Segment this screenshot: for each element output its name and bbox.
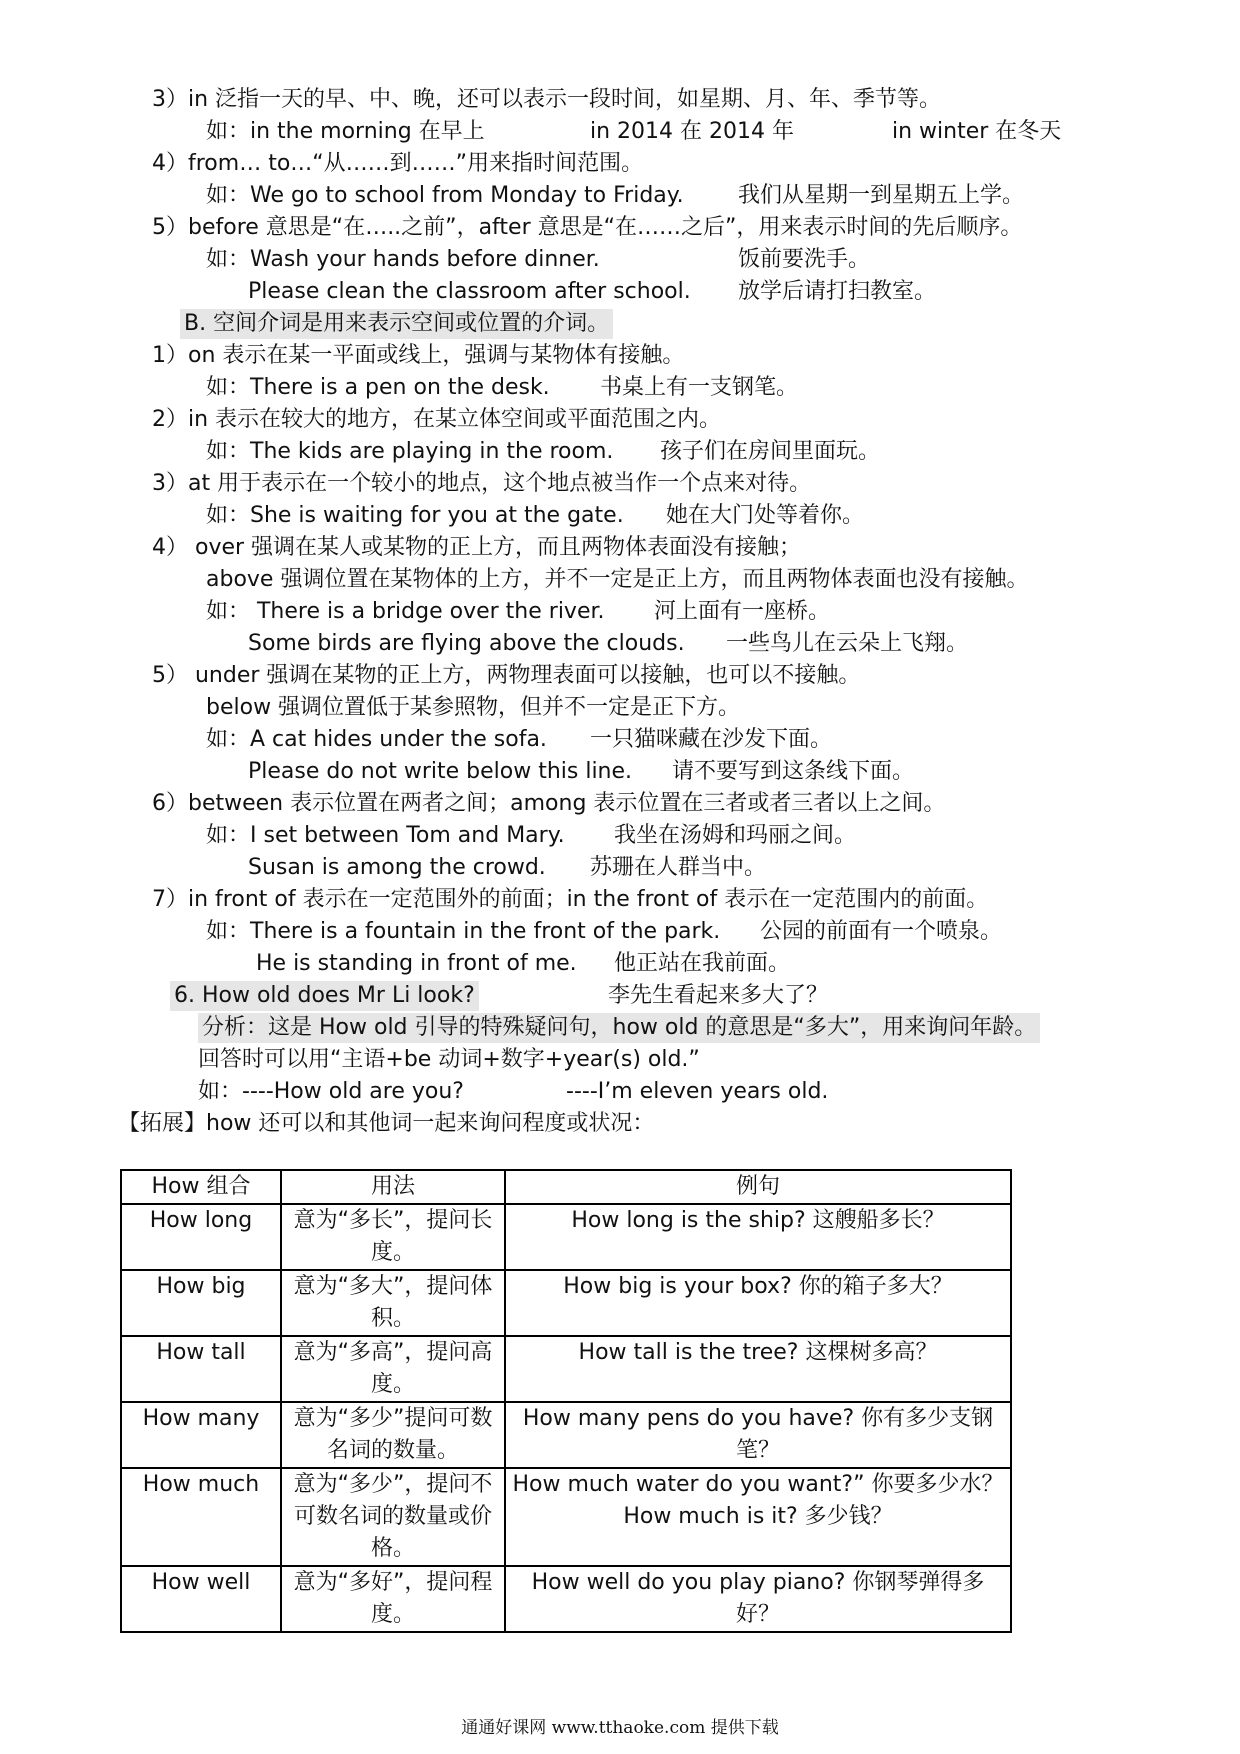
text-line: 一些鸟儿在云朵上飞翔。 (726, 631, 969, 656)
header-combination: How 组合 (121, 1170, 281, 1204)
table-header-row (121, 1170, 1011, 1204)
cell-combination: How many (121, 1402, 281, 1468)
text-line: 如：There is a pen on the desk. (206, 375, 550, 400)
cell-usage: 意为“多少”，提问不可数名词的数量或价格。 (281, 1468, 505, 1566)
cell-combination: How big (121, 1270, 281, 1336)
text-line: in winter 在冬天 (892, 119, 1062, 144)
text-line: 如：We go to school from Monday to Friday. (206, 183, 684, 208)
text-line: 李先生看起来多大了？ (608, 983, 829, 1008)
text-line: ----I’m eleven years old. (566, 1079, 829, 1104)
cell-combination: How well (121, 1566, 281, 1632)
table-row (121, 1336, 1011, 1402)
text-line: 1）on 表示在某一平面或线上，强调与某物体有接触。 (152, 343, 685, 368)
text-line: 3）in 泛指一天的早、中、晚，还可以表示一段时间，如星期、月、年、季节等。 (152, 87, 942, 112)
cell-usage: 意为“多大”，提问体积。 (281, 1270, 505, 1336)
cell-combination: How long (121, 1204, 281, 1270)
cell-usage: 意为“多长”，提问长度。 (281, 1204, 505, 1270)
table-row (121, 1204, 1011, 1270)
text-line: 如：There is a fountain in the front of the park. (206, 919, 721, 944)
cell-example: How well do you play piano? 你钢琴弹得多好？ (505, 1566, 1011, 1632)
table-row (121, 1566, 1011, 1632)
table-row (121, 1270, 1011, 1336)
text-line: 如：Wash your hands before dinner. (206, 247, 600, 272)
cell-usage: 意为“多好”，提问程度。 (281, 1566, 505, 1632)
text-line: 3）at 用于表示在一个较小的地点，这个地点被当作一个点来对待。 (152, 471, 812, 496)
text-line: 公园的前面有一个喷泉。 (760, 919, 1003, 944)
text-line: 如： There is a bridge over the river. (206, 599, 605, 624)
text-line: He is standing in front of me. (256, 951, 577, 976)
text-line: 如：The kids are playing in the room. (206, 439, 614, 464)
header-example: 例句 (505, 1170, 1011, 1204)
text-line: 如：A cat hides under the sofa. (206, 727, 547, 752)
text-line: 5） under 强调在某物的正上方，两物理表面可以接触，也可以不接触。 (152, 663, 861, 688)
text-line: 我们从星期一到星期五上学。 (738, 183, 1025, 208)
text-line: 6. How old does Mr Li look? (170, 981, 479, 1011)
text-line: 她在大门处等着你。 (666, 503, 865, 528)
text-line: Please clean the classroom after school. (248, 279, 691, 304)
text-line: 放学后请打扫教室。 (738, 279, 937, 304)
text-line: 4）from… to…“从……到……”用来指时间范围。 (152, 151, 644, 176)
text-line: 孩子们在房间里面玩。 (660, 439, 881, 464)
text-line: B. 空间介词是用来表示空间或位置的介词。 (180, 309, 613, 339)
cell-combination: How much (121, 1468, 281, 1566)
text-line: in 2014 在 2014 年 (590, 119, 795, 144)
text-line: above 强调位置在某物体的上方，并不一定是正上方，而且两物体表面也没有接触。 (206, 567, 1029, 592)
text-line: 苏珊在人群当中。 (590, 855, 767, 880)
page-footer: 通通好课网 www.tthaoke.com 提供下载 (461, 1718, 779, 1738)
cell-example: How much water do you want?” 你要多少水？How much is it? 多少钱？ (505, 1468, 1011, 1566)
text-line: 他正站在我前面。 (614, 951, 791, 976)
text-line: 分析：这是 How old 引导的特殊疑问句，how old 的意思是“多大”，用来询问年龄。 (198, 1013, 1040, 1043)
text-line: 我坐在汤姆和玛丽之间。 (614, 823, 857, 848)
cell-example: How long is the ship? 这艘船多长？ (505, 1204, 1011, 1270)
header-usage: 用法 (281, 1170, 505, 1204)
text-line: Some birds are flying above the clouds. (248, 631, 685, 656)
text-line: 7）in front of 表示在一定范围外的前面；in the front of 表示在一定范围内的前面。 (152, 887, 989, 912)
text-line: 一只猫咪藏在沙发下面。 (590, 727, 833, 752)
text-line: 书桌上有一支钢笔。 (600, 375, 799, 400)
cell-combination: How tall (121, 1336, 281, 1402)
text-line: 如：in the morning 在早上 (206, 119, 485, 144)
text-line: 如：----How old are you? (198, 1079, 464, 1104)
text-line: 如：I set between Tom and Mary. (206, 823, 565, 848)
table-row (121, 1468, 1011, 1566)
text-line: 6）between 表示位置在两者之间；among 表示位置在三者或者三者以上之间。 (152, 791, 946, 816)
text-line: Susan is among the crowd. (248, 855, 546, 880)
text-line: 【拓展】how 还可以和其他词一起来询问程度或状况： (118, 1111, 655, 1136)
text-line: 如：She is waiting for you at the gate. (206, 503, 624, 528)
text-line: 4） over 强调在某人或某物的正上方，而且两物体表面没有接触； (152, 535, 802, 560)
text-line: 河上面有一座桥。 (654, 599, 831, 624)
cell-usage: 意为“多少”提问可数名词的数量。 (281, 1402, 505, 1468)
table-row (121, 1402, 1011, 1468)
text-line: 饭前要洗手。 (738, 247, 871, 272)
text-line: 回答时可以用“主语+be 动词+数字+year(s) old.” (198, 1047, 700, 1072)
text-line: 5）before 意思是“在…..之前”，after 意思是“在……之后”，用来表示时间的先后顺序。 (152, 215, 1023, 240)
text-line: below 强调位置低于某参照物，但并不一定是正下方。 (206, 695, 741, 720)
text-line: 请不要写到这条线下面。 (672, 759, 915, 784)
cell-usage: 意为“多高”，提问高度。 (281, 1336, 505, 1402)
text-line: 2）in 表示在较大的地方，在某立体空间或平面范围之内。 (152, 407, 722, 432)
cell-example: How tall is the tree? 这棵树多高？ (505, 1336, 1011, 1402)
cell-example: How big is your box? 你的箱子多大？ (505, 1270, 1011, 1336)
how-phrases-table (120, 1169, 1012, 1633)
text-line: Please do not write below this line. (248, 759, 633, 784)
cell-example: How many pens do you have? 你有多少支钢笔？ (505, 1402, 1011, 1468)
